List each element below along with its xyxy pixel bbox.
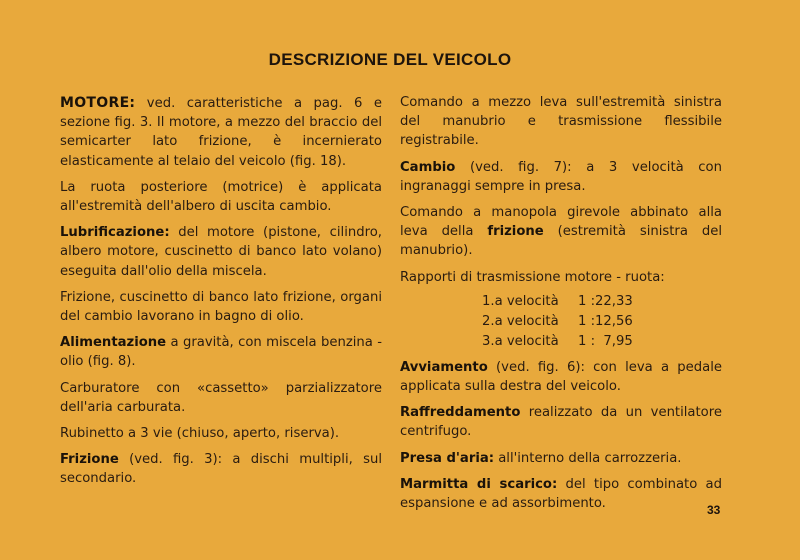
motore-paragraph	[60, 94, 382, 171]
cambio-paragraph	[400, 158, 722, 196]
alimentazione-paragraph	[60, 333, 382, 371]
rubinetto-paragraph	[60, 424, 382, 443]
presa-aria-heading: Presa d'aria:	[400, 450, 495, 466]
frizione-olio-text: Frizione, cuscinetto di banco lato frizione, organi del cambio lavorano in bagno di olio.	[60, 289, 382, 325]
alimentazione-text: a gravità, con miscela benzina - olio (fig. 8).	[60, 335, 382, 370]
gear-label: 2.a velocità	[482, 313, 559, 329]
gear-label: 1.a velocità	[482, 293, 559, 309]
ratio-row	[482, 292, 722, 312]
raffreddamento-text: realizzato da un ventilatore centrifugo.	[400, 405, 722, 440]
carburatore-paragraph	[60, 379, 382, 417]
presa-aria-paragraph	[400, 449, 722, 468]
page-number: 33	[707, 503, 721, 517]
page-title: DESCRIZIONE DEL VEICOLO	[268, 50, 512, 69]
gear-label: 3.a velocità	[482, 333, 559, 349]
frizione-paragraph	[60, 450, 382, 488]
marmitta-heading: Marmitta di scarico:	[400, 476, 558, 492]
marmitta-text: del tipo combinato ad espansione e ad assorbimento.	[400, 476, 722, 512]
ratios-title: Rapporti di trasmissione motore - ruota:	[400, 269, 665, 285]
carburatore-text: Carburatore con «cassetto» parzializzatore dell'aria carburata.	[60, 380, 382, 415]
presa-aria-text: all'interno della carrozzeria.	[494, 450, 682, 466]
ratio-row	[482, 312, 722, 332]
frizione-olio-paragraph	[60, 288, 382, 326]
motore-text: ved. caratteristiche a pag. 6 e sezione fig. 3. Il motore, a mezzo del braccio del semicarter lato frizione, è incernierato elasticamente al telaio del veicolo (fig. 18).	[60, 96, 382, 169]
avviamento-heading: Avviamento	[400, 359, 488, 375]
rubinetto-text: Rubinetto a 3 vie (chiuso, aperto, riserva).	[60, 426, 340, 442]
lubrificazione-text: del motore (pistone, cilindro, albero motore, cuscinetto di banco lato volano) eseguita dall'olio della miscela.	[60, 225, 382, 279]
gear-ratio: 1 : 7,95	[578, 333, 633, 349]
comando-leva-text: Comando a mezzo leva sull'estremità sinistra del manubrio e trasmissione flessibile registrabile.	[400, 95, 722, 149]
comando-manopola-pre: Comando a manopola girevole abbinato alla leva della	[400, 205, 722, 240]
raffreddamento-paragraph	[400, 403, 722, 441]
ruota-paragraph	[60, 178, 382, 216]
raffreddamento-heading: Raffreddamento	[400, 405, 521, 421]
frizione-heading: Frizione	[60, 452, 119, 468]
cambio-heading: Cambio	[400, 159, 456, 175]
alimentazione-heading: Alimentazione	[60, 335, 167, 351]
avviamento-paragraph	[400, 358, 722, 396]
marmitta-paragraph	[400, 475, 722, 513]
gear-ratio: 1 :22,33	[578, 293, 633, 309]
left-column	[60, 94, 382, 496]
frizione-text: (ved. fig. 3): a dischi multipli, sul secondario.	[60, 452, 382, 487]
motore-heading: MOTORE:	[60, 95, 136, 111]
ratio-row	[482, 332, 722, 352]
ruota-text: La ruota posteriore (motrice) è applicata all'estremità dell'albero di uscita cambio.	[60, 179, 382, 215]
comando-leva-paragraph	[400, 93, 722, 151]
gear-ratio: 1 :12,56	[578, 313, 633, 329]
right-column	[400, 93, 722, 520]
ratios-table	[400, 292, 722, 352]
comando-manopola-heading: frizione	[487, 224, 544, 240]
lubrificazione-paragraph	[60, 223, 382, 281]
lubrificazione-heading: Lubrificazione:	[60, 225, 170, 241]
comando-manopola-paragraph	[400, 203, 722, 261]
cambio-text: (ved. fig. 7): a 3 velocità con ingranaggi sempre in presa.	[400, 159, 722, 194]
avviamento-text: (ved. fig. 6): con leva a pedale applicata sulla destra del veicolo.	[400, 359, 722, 395]
comando-manopola-text: (estremità sinistra del manubrio).	[400, 224, 722, 259]
